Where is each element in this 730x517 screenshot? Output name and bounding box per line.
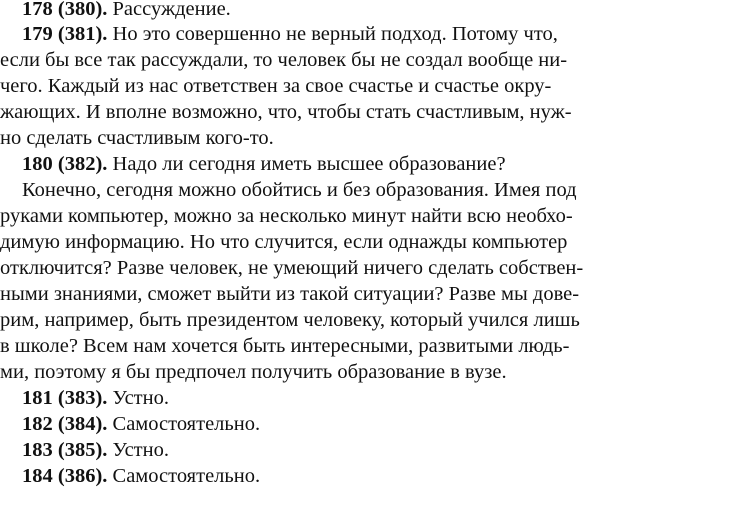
exercise-text: Устно. [112, 387, 169, 409]
exercise-text: Рассуждение. [112, 0, 231, 20]
exercise-number: 179 (381). [22, 23, 108, 45]
exercise-number: 183 (385). [22, 439, 108, 461]
text-line: Надо ли сегодня иметь высшее образование? [112, 153, 506, 175]
text-line: чего. Каждый из нас ответствен за свое счастье и счастье окру- [0, 75, 552, 97]
text-line: руками компьютер, можно за несколько минут найти всю необхо- [0, 205, 573, 227]
exercise-number: 184 (386). [22, 465, 108, 487]
exercise-text: Самостоятельно. [112, 413, 261, 435]
text-line: Конечно, сегодня можно обойтись и без образования. Имея под [22, 179, 577, 201]
text-line: но сделать счастливым кого-то. [0, 127, 274, 149]
exercise-number: 180 (382). [22, 153, 108, 175]
text-line: если бы все так рассуждали, то человек бы не создал вообще ни- [0, 49, 568, 71]
text-line: димую информацию. Но что случится, если однажды компьютер [0, 231, 568, 253]
exercise-text: Устно. [112, 439, 169, 461]
text-line: жающих. И вполне возможно, что, чтобы стать счастливым, нуж- [0, 101, 572, 123]
exercise-number: 181 (383). [22, 387, 108, 409]
text-line: ными знаниями, сможет выйти из такой ситуации? Разве мы дове- [0, 283, 580, 305]
exercise-number: 182 (384). [22, 413, 108, 435]
text-line: отключится? Разве человек, не умеющий ничего сделать собствен- [0, 257, 584, 279]
text-line: Но это совершенно не верный подход. Потому что, [112, 23, 558, 45]
text-line: в школе? Всем нам хочется быть интересными, развитыми людь- [0, 335, 570, 357]
exercise-text: Самостоятельно. [112, 465, 261, 487]
exercise-number: 178 (380). [22, 0, 108, 20]
text-line: рим, например, быть президентом человеку, который учился лишь [0, 309, 580, 331]
text-line: ми, поэтому я бы предпочел получить образование в вузе. [0, 361, 507, 383]
